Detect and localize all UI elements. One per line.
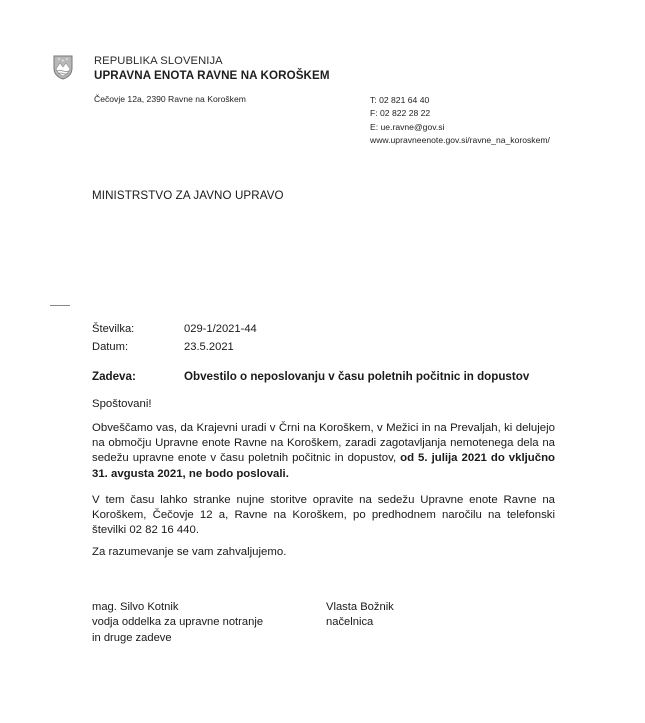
contact-fax: F: 02 822 28 22: [370, 108, 431, 119]
contact-phone: T: 02 821 64 40: [370, 95, 430, 105]
signatory-title: načelnica: [326, 616, 374, 629]
body-paragraph-1: [92, 421, 555, 482]
date-value: 23.5.2021: [184, 341, 234, 353]
signatory-name: mag. Silvo Kotnik: [92, 601, 179, 613]
signature-left: [92, 600, 263, 646]
contact-block: [370, 94, 550, 148]
org-name-line2: UPRAVNA ENOTA RAVNE NA KOROŠKEM: [94, 69, 330, 82]
recipient: MINISTRSTVO ZA JAVNO UPRAVO: [92, 189, 284, 202]
signatory-title: in druge zadeve: [92, 631, 172, 644]
paragraph-text: Obveščamo vas, da Krajevni uradi v Črni na Koroškem, v Mežici in na Prevaljah, ki delujejo na območju Upravne enote Ravne na Koroškem, zaradi zagotavljanja nemotenega dela na sedežu upravne enote v času poletnih počitnic in dopustov,: [92, 422, 555, 465]
body-paragraph-2: V tem času lahko stranke nujne storitve opravite na sedežu Upravne enote Ravne na Koroškem, Čečovje 12 a, Ravne na Koroškem, po predhodnem naročilu na telefonski številki 02 82 16 440.: [92, 494, 555, 537]
date-label: Datum:: [92, 341, 129, 353]
subject-label: Zadeva:: [92, 370, 136, 383]
sender-address: Čečovje 12a, 2390 Ravne na Koroškem: [94, 94, 246, 104]
paragraph-emphasis: od 5. julija 2021 do vključno 31. avgusta 2021, ne bodo poslovali.: [92, 452, 555, 480]
contact-website: www.upravneenote.gov.si/ravne_na_koroskem/: [370, 135, 550, 146]
greeting: Spoštovani!: [92, 398, 152, 410]
signature-right: [326, 600, 394, 631]
coat-of-arms-icon: [52, 54, 74, 80]
number-value: 029-1/2021-44: [184, 323, 257, 335]
fold-mark: [50, 305, 70, 306]
body-paragraph-3: Za razumevanje se vam zahvaljujemo.: [92, 546, 287, 558]
contact-email: E: ue.ravne@gov.si: [370, 121, 445, 132]
subject-value: Obvestilo o neposlovanju v času poletnih počitnic in dopustov: [184, 370, 530, 383]
number-label: Številka:: [92, 323, 135, 335]
org-name-line1: REPUBLIKA SLOVENIJA: [94, 55, 223, 67]
signatory-name: Vlasta Božnik: [326, 601, 394, 613]
signatory-title: vodja oddelka za upravne notranje: [92, 616, 264, 629]
